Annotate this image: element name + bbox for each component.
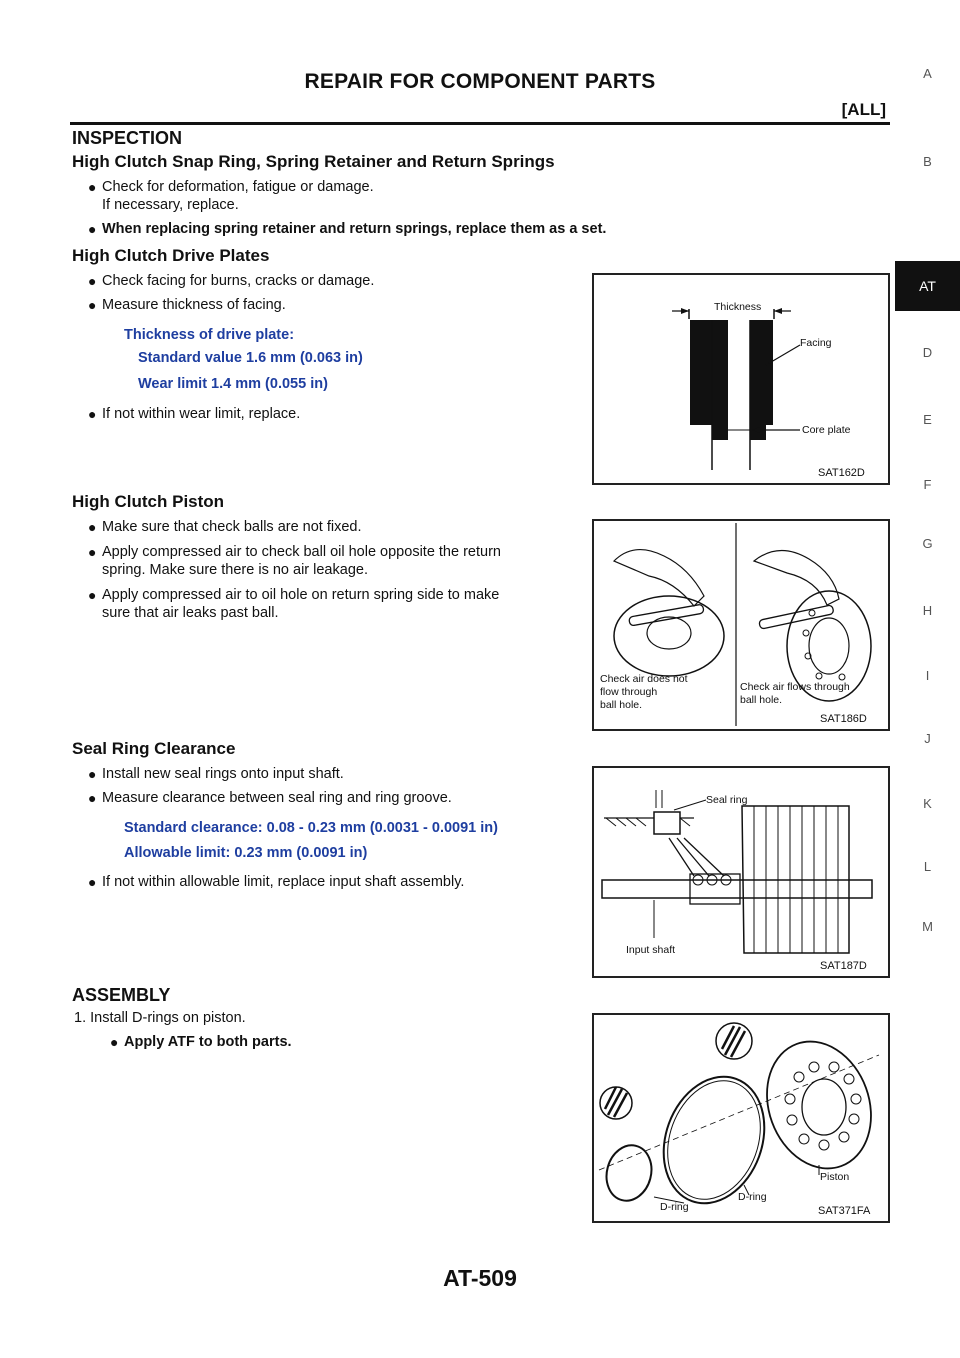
spec-wear-limit: Wear limit 1.4 mm (0.055 in) bbox=[138, 376, 328, 392]
label-facing: Facing bbox=[800, 337, 832, 349]
list-item: ● Check for deformation, fatigue or damage. If necessary, replace. bbox=[88, 179, 374, 213]
list-item: ● Apply compressed air to oil hole on return spring side to make sure that air leaks past ball. bbox=[88, 587, 500, 621]
bullet-text: Apply ATF to both parts. bbox=[124, 1034, 292, 1050]
inspection-heading: INSPECTION bbox=[72, 128, 183, 148]
spec-standard: Standard value 1.6 mm (0.063 in) bbox=[138, 350, 363, 366]
bullet-text: If not within allowable limit, replace input shaft assembly. bbox=[102, 874, 465, 890]
label-line: Check air flows through bbox=[740, 681, 850, 693]
bullet-text: If not within wear limit, replace. bbox=[102, 406, 301, 422]
label-piston: Piston bbox=[820, 1171, 850, 1183]
tab-at[interactable]: AT bbox=[895, 261, 960, 311]
list-item: ● Apply compressed air to check ball oil hole opposite the return spring. Make sure there is no air leakage. bbox=[88, 544, 501, 578]
list-item: ● If not within wear limit, replace. bbox=[88, 406, 301, 422]
label-line: flow through bbox=[600, 686, 658, 698]
step-1: 1. Install D-rings on piston. bbox=[74, 1010, 246, 1026]
label-seal-ring: Seal ring bbox=[706, 794, 748, 806]
bullet-text: spring. Make sure there is no air leakage. bbox=[102, 562, 368, 578]
bullet-text: Measure thickness of facing. bbox=[102, 297, 286, 313]
tab-m[interactable]: M bbox=[922, 919, 933, 934]
tab-k[interactable]: K bbox=[923, 796, 932, 811]
bullet-text: Install new seal rings onto input shaft. bbox=[102, 766, 344, 782]
assembly-heading: ASSEMBLY bbox=[72, 985, 171, 1005]
label-core-plate: Core plate bbox=[802, 424, 851, 436]
tab-j[interactable]: J bbox=[924, 731, 931, 746]
bullet-text: When replacing spring retainer and return springs, replace them as a set. bbox=[102, 221, 607, 237]
figure-code: SAT187D bbox=[820, 960, 867, 972]
bullet-text: Check facing for burns, cracks or damage. bbox=[102, 273, 375, 289]
list-item: ● Measure clearance between seal ring and ring groove. bbox=[88, 790, 452, 806]
spec-allowable-limit: Allowable limit: 0.23 mm (0.0091 in) bbox=[124, 845, 368, 861]
page-title: REPAIR FOR COMPONENT PARTS bbox=[304, 70, 656, 93]
tab-d[interactable]: D bbox=[922, 345, 933, 360]
drive-plates-heading: High Clutch Drive Plates bbox=[72, 246, 270, 265]
tab-l[interactable]: L bbox=[923, 859, 932, 874]
piston-heading: High Clutch Piston bbox=[72, 492, 225, 511]
list-item: ● Check facing for burns, cracks or damage. bbox=[88, 273, 375, 289]
label-thickness: Thickness bbox=[714, 301, 762, 313]
seal-ring-heading: Seal Ring Clearance bbox=[72, 739, 236, 758]
figure-code: SAT371FA bbox=[818, 1205, 871, 1217]
label-d-ring: D-ring bbox=[738, 1191, 767, 1203]
model-tag: [ALL] bbox=[841, 100, 886, 119]
tab-f[interactable]: F bbox=[923, 477, 932, 492]
list-item: ● Install new seal rings onto input shaft. bbox=[88, 766, 344, 782]
tab-e[interactable]: E bbox=[923, 412, 932, 427]
figure-code: SAT186D bbox=[820, 713, 867, 725]
list-item: ● When replacing spring retainer and return springs, replace them as a set. bbox=[88, 221, 607, 237]
page-number: AT-509 bbox=[443, 1265, 517, 1291]
bullet-text: Apply compressed air to check ball oil hole opposite the return bbox=[102, 544, 501, 560]
bullet-text: sure that air leaks past ball. bbox=[102, 605, 279, 621]
header-rule bbox=[70, 122, 890, 125]
figure-input-shaft bbox=[592, 766, 890, 978]
figure-d-rings bbox=[592, 1013, 890, 1223]
label-d-ring: D-ring bbox=[660, 1201, 689, 1213]
figure-check-ball bbox=[592, 519, 890, 731]
snap-ring-heading: High Clutch Snap Ring, Spring Retainer and Return Springs bbox=[72, 152, 555, 171]
spec-title: Thickness of drive plate: bbox=[124, 327, 295, 343]
bullet-text: If necessary, replace. bbox=[102, 197, 239, 213]
label-line: ball hole. bbox=[740, 694, 783, 706]
list-item: ● Apply ATF to both parts. bbox=[110, 1034, 292, 1050]
list-item: ● If not within allowable limit, replace input shaft assembly. bbox=[88, 874, 465, 890]
tab-h[interactable]: H bbox=[922, 603, 933, 618]
figure-drive-plate bbox=[592, 273, 890, 485]
figure-code: SAT162D bbox=[818, 467, 865, 479]
list-item: ● Measure thickness of facing. bbox=[88, 297, 286, 313]
list-item: ● Make sure that check balls are not fixed. bbox=[88, 519, 362, 535]
label-line: Check air does not bbox=[600, 673, 688, 685]
tab-i[interactable]: I bbox=[925, 668, 930, 683]
tab-g[interactable]: G bbox=[922, 536, 933, 551]
spec-standard-clearance: Standard clearance: 0.08 - 0.23 mm (0.0031 - 0.0091 in) bbox=[124, 820, 498, 836]
label-input-shaft: Input shaft bbox=[626, 944, 676, 956]
label-flow bbox=[740, 681, 850, 707]
tab-b[interactable]: B bbox=[923, 154, 932, 169]
bullet-text: Measure clearance between seal ring and ring groove. bbox=[102, 790, 452, 806]
label-line: ball hole. bbox=[600, 699, 643, 711]
label-no-flow bbox=[600, 673, 688, 712]
bullet-text: Make sure that check balls are not fixed. bbox=[102, 519, 362, 535]
tab-a[interactable]: A bbox=[923, 66, 932, 81]
bullet-text: Check for deformation, fatigue or damage. bbox=[102, 179, 374, 195]
bullet-text: Apply compressed air to oil hole on return spring side to make bbox=[102, 587, 500, 603]
